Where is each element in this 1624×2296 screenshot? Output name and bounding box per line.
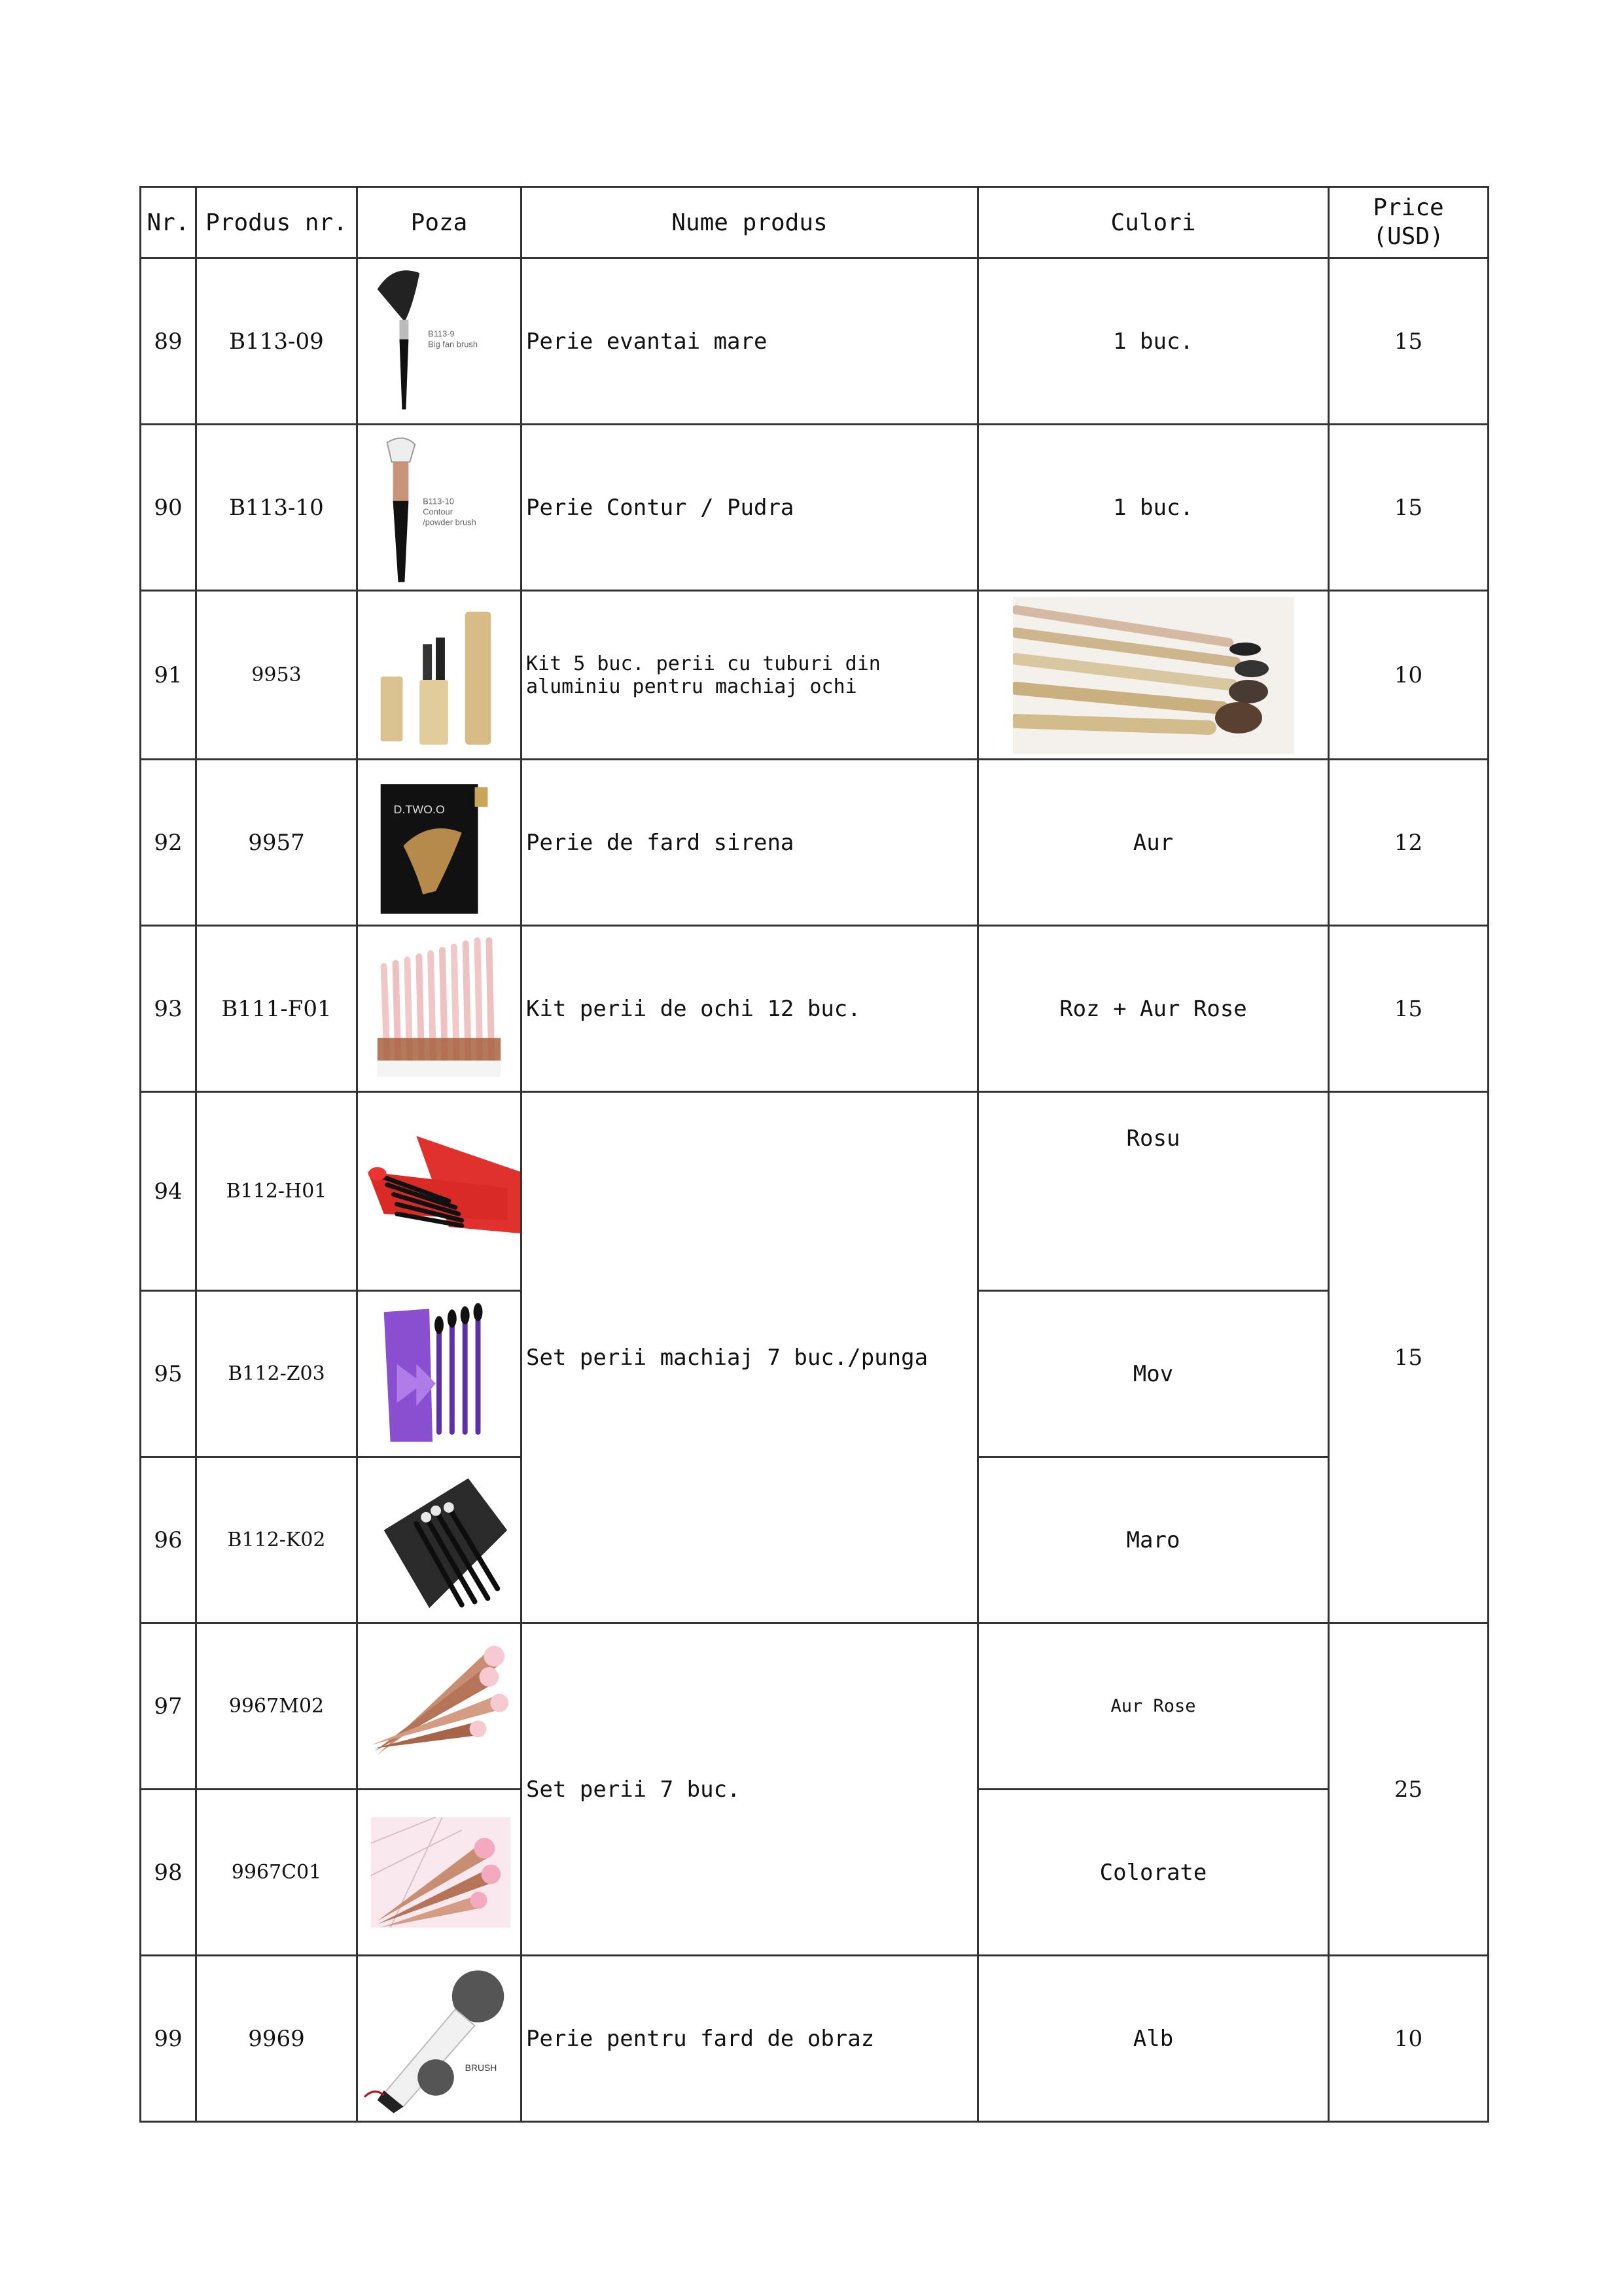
product-photo xyxy=(357,926,521,1092)
header-price xyxy=(1329,187,1489,258)
gold-brushes-photo xyxy=(1013,597,1294,754)
contour-brush-image xyxy=(358,425,520,590)
tube-brushes-image xyxy=(358,592,520,758)
black-pouch-set-image xyxy=(358,1458,520,1622)
row-name: Kit 5 buc. perii cu tuburi din aluminiu pentru machiaj ochi xyxy=(521,591,978,760)
colored-cone-set-image xyxy=(358,1790,520,1954)
table-row xyxy=(141,591,1489,760)
row-name: Perie pentru fard de obraz xyxy=(521,1956,978,2122)
red-pouch-set-image xyxy=(358,1109,520,1273)
table-row xyxy=(141,1092,1489,1291)
product-photo xyxy=(357,1291,521,1457)
row-price: 15 xyxy=(1329,926,1489,1092)
row-code: 9969 xyxy=(196,1956,357,2122)
row-nr: 92 xyxy=(141,760,196,926)
table-row xyxy=(141,1623,1489,1790)
table-row xyxy=(141,760,1489,926)
row-nr: 93 xyxy=(141,926,196,1092)
fan-brush-image xyxy=(358,259,520,423)
table-row xyxy=(141,926,1489,1092)
row-code: 9967C01 xyxy=(196,1790,357,1956)
product-photo xyxy=(357,760,521,926)
row-price: 10 xyxy=(1329,1956,1489,2122)
thumb-text: BRUSH xyxy=(465,2062,497,2074)
row-code: B113-10 xyxy=(196,425,357,591)
group-price: 15 xyxy=(1329,1092,1489,1623)
product-table xyxy=(139,186,1489,2123)
thumb-text: /powder brush xyxy=(423,517,476,527)
row-name: Kit perii de ochi 12 buc. xyxy=(521,926,978,1092)
row-color: Roz + Aur Rose xyxy=(978,926,1329,1092)
table-row xyxy=(141,1956,1489,2122)
row-code: B111-F01 xyxy=(196,926,357,1092)
row-nr: 90 xyxy=(141,425,196,591)
table-row xyxy=(141,425,1489,591)
row-nr: 97 xyxy=(141,1623,196,1790)
row-code: B113-09 xyxy=(196,258,357,425)
row-nr: 95 xyxy=(141,1291,196,1457)
row-nr: 89 xyxy=(141,258,196,425)
rose-gold-cone-set-image xyxy=(358,1624,520,1788)
row-price: 12 xyxy=(1329,760,1489,926)
product-photo xyxy=(357,1623,521,1790)
product-photo xyxy=(357,591,521,760)
row-price: 15 xyxy=(1329,258,1489,425)
product-photo xyxy=(357,1956,521,2122)
thumb-text: Contour xyxy=(423,506,453,517)
row-color: 1 buc. xyxy=(978,258,1329,425)
header-colors: Culori xyxy=(978,187,1329,258)
row-nr: 98 xyxy=(141,1790,196,1956)
row-color: Colorate xyxy=(978,1790,1329,1956)
row-price: 15 xyxy=(1329,425,1489,591)
row-color: Mov xyxy=(978,1291,1329,1457)
row-color: Maro xyxy=(978,1457,1329,1623)
header-photo: Poza xyxy=(357,187,521,258)
header-price-line2: (USD) xyxy=(1373,223,1444,250)
product-photo xyxy=(357,258,521,425)
blush-brush-image xyxy=(358,1956,520,2121)
thumb-text: B113-10 xyxy=(423,496,454,506)
group-price: 25 xyxy=(1329,1623,1489,1956)
product-photo xyxy=(357,1457,521,1623)
row-code: 9957 xyxy=(196,760,357,926)
header-product-no: Produs nr. xyxy=(196,187,357,258)
row-color: Alb xyxy=(978,1956,1329,2122)
row-nr: 99 xyxy=(141,1956,196,2122)
header-row xyxy=(141,187,1489,258)
mermaid-brush-image xyxy=(358,760,520,925)
row-code: 9953 xyxy=(196,591,357,760)
group-name: Set perii machiaj 7 buc./punga xyxy=(521,1092,978,1623)
row-name: Perie Contur / Pudra xyxy=(521,425,978,591)
row-price: 10 xyxy=(1329,591,1489,760)
thumb-text: Big fan brush xyxy=(428,339,478,349)
pink-brush-kit-image xyxy=(358,927,520,1091)
color-photo xyxy=(978,591,1329,760)
row-nr: 94 xyxy=(141,1092,196,1291)
thumb-text: B113-9 xyxy=(428,328,455,339)
group-name: Set perii 7 buc. xyxy=(521,1623,978,1956)
row-code: B112-H01 xyxy=(196,1092,357,1291)
row-color: Aur xyxy=(978,760,1329,926)
header-product-name: Nume produs xyxy=(521,187,978,258)
product-photo xyxy=(357,425,521,591)
thumb-text: D.TWO.O xyxy=(393,802,445,816)
row-color: Rosu xyxy=(978,1092,1329,1291)
row-color: Aur Rose xyxy=(978,1623,1329,1790)
row-code: B112-K02 xyxy=(196,1457,357,1623)
purple-pouch-set-image xyxy=(358,1292,520,1456)
product-photo xyxy=(357,1092,521,1291)
row-name: Perie evantai mare xyxy=(521,258,978,425)
product-sheet xyxy=(139,186,1487,2123)
header-price-line1: Price xyxy=(1373,194,1444,221)
row-color: 1 buc. xyxy=(978,425,1329,591)
row-nr: 96 xyxy=(141,1457,196,1623)
table-row xyxy=(141,258,1489,425)
row-code: B112-Z03 xyxy=(196,1291,357,1457)
row-code: 9967M02 xyxy=(196,1623,357,1790)
row-nr: 91 xyxy=(141,591,196,760)
header-nr: Nr. xyxy=(141,187,196,258)
row-name: Perie de fard sirena xyxy=(521,760,978,926)
product-photo xyxy=(357,1790,521,1956)
